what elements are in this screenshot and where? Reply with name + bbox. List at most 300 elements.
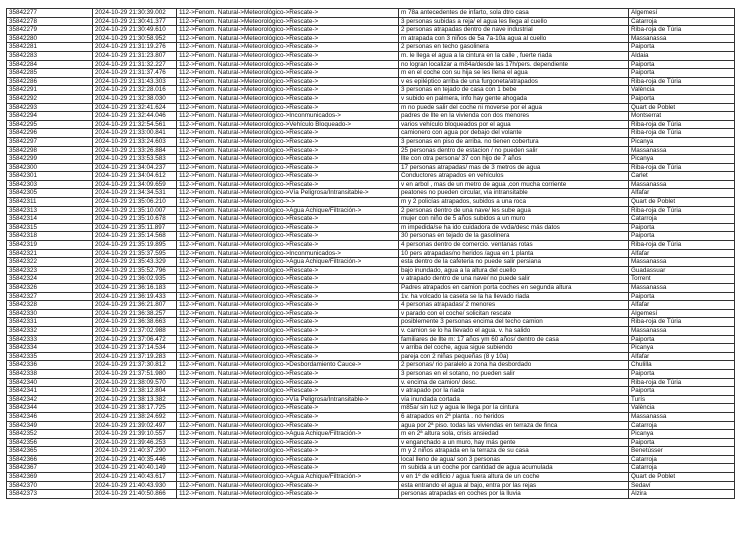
type-cell: 112->Fenom. Natural->Meteorológico->Rescate-> xyxy=(177,43,399,52)
municipality-cell: Massanassa xyxy=(629,34,735,43)
description-cell: v arriba del coche, agua sigue subiendo xyxy=(399,344,629,353)
table-row xyxy=(7,155,735,164)
type-cell: 112->Fenom. Natural->Meteorológico->Agua Achique/Filtración-> xyxy=(177,473,399,482)
municipality-cell: Sedaví xyxy=(629,481,735,490)
municipality-cell: Catarroja xyxy=(629,215,735,224)
incident-id-cell: 35842370 xyxy=(7,481,93,490)
incident-id-cell: 35842292 xyxy=(7,94,93,103)
type-cell: 112->Fenom. Natural->Meteorológico->Rescate-> xyxy=(177,146,399,155)
description-cell: 3 personas en el sotano, no pueden salir xyxy=(399,369,629,378)
municipality-cell: Catarroja xyxy=(629,17,735,26)
table-row xyxy=(7,481,735,490)
incident-id-cell: 35842318 xyxy=(7,232,93,241)
table-row xyxy=(7,464,735,473)
incident-id-cell: 35842331 xyxy=(7,318,93,327)
table-row xyxy=(7,326,735,335)
datetime-cell: 2024-10-29 21:40:35.446 xyxy=(93,455,177,464)
type-cell: 112->Fenom. Natural->Meteorológico->Rescate-> xyxy=(177,326,399,335)
incident-log-sheet xyxy=(6,8,734,499)
datetime-cell: 2024-10-29 21:36:19.433 xyxy=(93,292,177,301)
type-cell: 112->Fenom. Natural->Meteorológico->Rescate-> xyxy=(177,17,399,26)
datetime-cell: 2024-10-29 21:31:23.807 xyxy=(93,51,177,60)
type-cell: 112->Fenom. Natural->Meteorológico->Rescate-> xyxy=(177,344,399,353)
description-cell: vía inundada cortada xyxy=(399,395,629,404)
datetime-cell: 2024-10-29 21:38:17.725 xyxy=(93,404,177,413)
table-row xyxy=(7,241,735,250)
type-cell: 112->Fenom. Natural->Meteorológico->Rescate-> xyxy=(177,387,399,396)
type-cell: 112->Fenom. Natural->Meteorológico->Rescate-> xyxy=(177,412,399,421)
type-cell: 112->Fenom. Natural->Meteorológico->Rescate-> xyxy=(177,77,399,86)
municipality-cell: Turís xyxy=(629,395,735,404)
municipality-cell: Paiporta xyxy=(629,232,735,241)
type-cell: 112->Fenom. Natural->Meteorológico->Rescate-> xyxy=(177,378,399,387)
type-cell: 112->Fenom. Natural->Meteorológico->Rescate-> xyxy=(177,292,399,301)
table-row xyxy=(7,77,735,86)
table-row xyxy=(7,223,735,232)
incident-id-cell: 35842369 xyxy=(7,473,93,482)
incident-id-cell: 35842340 xyxy=(7,378,93,387)
incident-id-cell: 35842315 xyxy=(7,223,93,232)
description-cell: llte con otra persona/ 37 con hijo de 7 años xyxy=(399,155,629,164)
description-cell: camionero con agua por debajo del volante xyxy=(399,129,629,138)
incident-id-cell: 35842319 xyxy=(7,241,93,250)
table-row xyxy=(7,473,735,482)
incident-id-cell: 35842285 xyxy=(7,69,93,78)
type-cell: 112->Fenom. Natural->Meteorológico->Rescate-> xyxy=(177,223,399,232)
datetime-cell: 2024-10-29 21:37:30.812 xyxy=(93,361,177,370)
incident-id-cell: 35842296 xyxy=(7,129,93,138)
type-cell: 112->Fenom. Natural->Meteorológico->Vía Peligrosa/Intransitable-> xyxy=(177,395,399,404)
description-cell: 3 personas subidas a reja/ el agua les llega al cuello xyxy=(399,17,629,26)
incident-id-cell: 35842284 xyxy=(7,60,93,69)
description-cell: 25 personas dentro de estacion / no pueden salir xyxy=(399,146,629,155)
table-row xyxy=(7,369,735,378)
incident-id-cell: 35842335 xyxy=(7,352,93,361)
datetime-cell: 2024-10-29 21:34:09.659 xyxy=(93,180,177,189)
municipality-cell: Riba-roja de Túria xyxy=(629,206,735,215)
datetime-cell: 2024-10-29 21:30:58.952 xyxy=(93,34,177,43)
type-cell: 112->Fenom. Natural->Meteorológico->Rescate-> xyxy=(177,447,399,456)
datetime-cell: 2024-10-29 21:31:19.276 xyxy=(93,43,177,52)
table-row xyxy=(7,9,735,18)
type-cell: 112->Fenom. Natural->Meteorológico->-> xyxy=(177,198,399,207)
incident-id-cell: 35842324 xyxy=(7,275,93,284)
datetime-cell: 2024-10-29 21:38:09.570 xyxy=(93,378,177,387)
table-row xyxy=(7,361,735,370)
description-cell: esta entrando el agua al bajo, entra por las rejas xyxy=(399,481,629,490)
datetime-cell: 2024-10-29 21:40:37.290 xyxy=(93,447,177,456)
datetime-cell: 2024-10-29 21:32:41.624 xyxy=(93,103,177,112)
type-cell: 112->Fenom. Natural->Meteorológico->Rescate-> xyxy=(177,241,399,250)
table-row xyxy=(7,137,735,146)
incident-id-cell: 35842293 xyxy=(7,103,93,112)
table-row xyxy=(7,26,735,35)
type-cell: 112->Fenom. Natural->Meteorológico->Rescate-> xyxy=(177,421,399,430)
municipality-cell: Massanassa xyxy=(629,146,735,155)
table-row xyxy=(7,163,735,172)
datetime-cell: 2024-10-29 21:40:43.617 xyxy=(93,473,177,482)
incident-id-cell: 35842313 xyxy=(7,206,93,215)
description-cell: 6 atrapados en 2ª planta . no heridos xyxy=(399,412,629,421)
table-row xyxy=(7,421,735,430)
datetime-cell: 2024-10-29 21:33:53.583 xyxy=(93,155,177,164)
type-cell: 112->Fenom. Natural->Meteorológico->Rescate-> xyxy=(177,318,399,327)
datetime-cell: 2024-10-29 21:35:52.796 xyxy=(93,266,177,275)
description-cell: m y 2 policías atrapados, subidos a una roca xyxy=(399,198,629,207)
type-cell: 112->Fenom. Natural->Meteorológico->Rescate-> xyxy=(177,490,399,499)
municipality-cell: Riba-roja de Túria xyxy=(629,120,735,129)
table-row xyxy=(7,249,735,258)
description-cell: v parado con el coche/ solicitan rescate xyxy=(399,309,629,318)
description-cell: local lleno de agua/ son 3 personas xyxy=(399,455,629,464)
table-row xyxy=(7,51,735,60)
description-cell: m en el coche con su hija se les llena el agua xyxy=(399,69,629,78)
incident-id-cell: 35842323 xyxy=(7,266,93,275)
municipality-cell: Catarroja xyxy=(629,464,735,473)
municipality-cell: Paiporta xyxy=(629,69,735,78)
incident-id-cell: 35842294 xyxy=(7,112,93,121)
table-row xyxy=(7,395,735,404)
incident-id-cell: 35842341 xyxy=(7,387,93,396)
municipality-cell: Riba-roja de Túria xyxy=(629,163,735,172)
datetime-cell: 2024-10-29 21:37:51.980 xyxy=(93,369,177,378)
municipality-cell: Guadassuar xyxy=(629,266,735,275)
municipality-cell: València xyxy=(629,86,735,95)
table-row xyxy=(7,146,735,155)
datetime-cell: 2024-10-29 21:36:02.935 xyxy=(93,275,177,284)
datetime-cell: 2024-10-29 21:33:00.841 xyxy=(93,129,177,138)
description-cell: Padres atrapados en camion porta coches en segunda altura xyxy=(399,284,629,293)
datetime-cell: 2024-10-29 21:35:06.210 xyxy=(93,198,177,207)
municipality-cell: Paiporta xyxy=(629,335,735,344)
municipality-cell: Picanya xyxy=(629,430,735,439)
table-row xyxy=(7,120,735,129)
municipality-cell: Picanya xyxy=(629,137,735,146)
description-cell: 2 personas atrapadas dentro de nave industrial xyxy=(399,26,629,35)
table-row xyxy=(7,284,735,293)
table-row xyxy=(7,189,735,198)
description-cell: 2 personas dentro de una nave/ les sube agua xyxy=(399,206,629,215)
table-row xyxy=(7,215,735,224)
type-cell: 112->Fenom. Natural->Meteorológico->Rescate-> xyxy=(177,69,399,78)
municipality-cell: Paiporta xyxy=(629,387,735,396)
datetime-cell: 2024-10-29 21:36:38.257 xyxy=(93,309,177,318)
incident-table xyxy=(6,8,735,499)
table-row xyxy=(7,17,735,26)
municipality-cell: Alfafar xyxy=(629,249,735,258)
description-cell: padres de llte en la vivienda con dos menores xyxy=(399,112,629,121)
incident-id-cell: 35842279 xyxy=(7,26,93,35)
description-cell: v en 1º de edificio / agua fuera altura de un coche xyxy=(399,473,629,482)
datetime-cell: 2024-10-29 21:35:37.595 xyxy=(93,249,177,258)
datetime-cell: 2024-10-29 21:36:16.183 xyxy=(93,284,177,293)
incident-id-cell: 35842297 xyxy=(7,137,93,146)
type-cell: 112->Fenom. Natural->Meteorológico->Inconmunicados-> xyxy=(177,249,399,258)
description-cell: 10 pers atrapadas/no heridos /agua en 1 planta xyxy=(399,249,629,258)
incident-id-cell: 35842277 xyxy=(7,9,93,18)
description-cell: v atrapado dentro de una nave/ no puede salir xyxy=(399,275,629,284)
incident-id-cell: 35842356 xyxy=(7,438,93,447)
description-cell: m subida a un coche por cantidad de agua acumulada xyxy=(399,464,629,473)
datetime-cell: 2024-10-29 21:38:13.382 xyxy=(93,395,177,404)
incident-id-cell: 35842330 xyxy=(7,309,93,318)
description-cell: familiares de llte m: 17 años ym 60 años/ dentro de casa xyxy=(399,335,629,344)
datetime-cell: 2024-10-29 21:37:19.283 xyxy=(93,352,177,361)
municipality-cell: Riba-roja de Túria xyxy=(629,378,735,387)
type-cell: 112->Fenom. Natural->Meteorológico->Rescate-> xyxy=(177,438,399,447)
description-cell: m en 2ª altura sola, crisis ansiedad xyxy=(399,430,629,439)
municipality-cell: Paiporta xyxy=(629,60,735,69)
datetime-cell: 2024-10-29 21:32:54.561 xyxy=(93,120,177,129)
description-cell: 30 personas en tejado de la gasolinera xyxy=(399,232,629,241)
incident-id-cell: 35842300 xyxy=(7,163,93,172)
municipality-cell: Paiporta xyxy=(629,369,735,378)
incident-id-cell: 35842314 xyxy=(7,215,93,224)
datetime-cell: 2024-10-29 21:40:40.149 xyxy=(93,464,177,473)
table-row xyxy=(7,129,735,138)
municipality-cell: Catarroja xyxy=(629,421,735,430)
municipality-cell: Algemesí xyxy=(629,9,735,18)
table-row xyxy=(7,206,735,215)
incident-table-body xyxy=(7,9,735,499)
description-cell: no logran localizar a m84a/desde las 17h/pers. dependiente xyxy=(399,60,629,69)
type-cell: 112->Fenom. Natural->Meteorológico->Rescate-> xyxy=(177,26,399,35)
incident-id-cell: 35842336 xyxy=(7,361,93,370)
description-cell: 4 personas atrapadas/ 2 menores xyxy=(399,301,629,310)
type-cell: 112->Fenom. Natural->Meteorológico->Rescate-> xyxy=(177,129,399,138)
incident-id-cell: 35842286 xyxy=(7,77,93,86)
incident-id-cell: 35842291 xyxy=(7,86,93,95)
description-cell: varios vehículo bloqueados por el agua xyxy=(399,120,629,129)
description-cell: 2 personas en techo gasolinera xyxy=(399,43,629,52)
description-cell: pareja con 2 niñas pequeñas (8 y 10a) xyxy=(399,352,629,361)
datetime-cell: 2024-10-29 21:30:41.377 xyxy=(93,17,177,26)
municipality-cell: Torrent xyxy=(629,275,735,284)
table-row xyxy=(7,309,735,318)
incident-id-cell: 35842346 xyxy=(7,412,93,421)
description-cell: Conductores atrapados en vehículos xyxy=(399,172,629,181)
datetime-cell: 2024-10-29 21:33:26.884 xyxy=(93,146,177,155)
datetime-cell: 2024-10-29 21:35:19.895 xyxy=(93,241,177,250)
datetime-cell: 2024-10-29 21:38:24.692 xyxy=(93,412,177,421)
incident-id-cell: 35842342 xyxy=(7,395,93,404)
incident-id-cell: 35842322 xyxy=(7,258,93,267)
type-cell: 112->Fenom. Natural->Meteorológico->Rescate-> xyxy=(177,34,399,43)
type-cell: 112->Fenom. Natural->Meteorológico->Rescate-> xyxy=(177,215,399,224)
description-cell: m atrapada con 3 niños de 5a 7a-10a agua al cuello xyxy=(399,34,629,43)
table-row xyxy=(7,43,735,52)
table-row xyxy=(7,34,735,43)
type-cell: 112->Fenom. Natural->Meteorológico->Rescate-> xyxy=(177,180,399,189)
datetime-cell: 2024-10-29 21:36:21.807 xyxy=(93,301,177,310)
incident-id-cell: 35842326 xyxy=(7,284,93,293)
datetime-cell: 2024-10-29 21:34:04.612 xyxy=(93,172,177,181)
type-cell: 112->Fenom. Natural->Meteorológico->Rescate-> xyxy=(177,275,399,284)
incident-id-cell: 35842281 xyxy=(7,43,93,52)
municipality-cell: Paiporta xyxy=(629,43,735,52)
datetime-cell: 2024-10-29 21:39:10.557 xyxy=(93,430,177,439)
description-cell: m y 2 niños atrapada en la terraza de su casa xyxy=(399,447,629,456)
type-cell: 112->Fenom. Natural->Meteorológico->Rescate-> xyxy=(177,455,399,464)
description-cell: bajo inundado, agua a la altura del cuello xyxy=(399,266,629,275)
municipality-cell: Alfafar xyxy=(629,352,735,361)
municipality-cell: Riba-roja de Túria xyxy=(629,77,735,86)
datetime-cell: 2024-10-29 21:36:38.663 xyxy=(93,318,177,327)
datetime-cell: 2024-10-29 21:35:11.897 xyxy=(93,223,177,232)
table-row xyxy=(7,198,735,207)
table-row xyxy=(7,378,735,387)
municipality-cell: Alfafar xyxy=(629,189,735,198)
datetime-cell: 2024-10-29 21:35:10.007 xyxy=(93,206,177,215)
description-cell: v. encima de camion/ desc. xyxy=(399,378,629,387)
incident-id-cell: 35842344 xyxy=(7,404,93,413)
incident-id-cell: 35842367 xyxy=(7,464,93,473)
municipality-cell: Catarroja xyxy=(629,455,735,464)
datetime-cell: 2024-10-29 21:33:24.603 xyxy=(93,137,177,146)
incident-id-cell: 35842283 xyxy=(7,51,93,60)
type-cell: 112->Fenom. Natural->Meteorológico->Vía Peligrosa/Intransitable-> xyxy=(177,189,399,198)
incident-id-cell: 35842311 xyxy=(7,198,93,207)
description-cell: agua por 2ª piso. todas las viviendas en terraza de finca xyxy=(399,421,629,430)
description-cell: 3 personas en piso de arriba. no tienen cobertura xyxy=(399,137,629,146)
incident-id-cell: 35842299 xyxy=(7,155,93,164)
incident-id-cell: 35842298 xyxy=(7,146,93,155)
type-cell: 112->Fenom. Natural->Meteorológico->Rescate-> xyxy=(177,335,399,344)
type-cell: 112->Fenom. Natural->Meteorológico->Desbordamiento Cauce-> xyxy=(177,361,399,370)
type-cell: 112->Fenom. Natural->Meteorológico->Rescate-> xyxy=(177,404,399,413)
datetime-cell: 2024-10-29 21:39:02.497 xyxy=(93,421,177,430)
description-cell: v atrapado por la riada xyxy=(399,387,629,396)
datetime-cell: 2024-10-29 21:30:39.002 xyxy=(93,9,177,18)
datetime-cell: 2024-10-29 21:39:46.253 xyxy=(93,438,177,447)
datetime-cell: 2024-10-29 21:31:32.227 xyxy=(93,60,177,69)
description-cell: 3 personas en tejado de casa con 1 bebe xyxy=(399,86,629,95)
datetime-cell: 2024-10-29 21:34:04.237 xyxy=(93,163,177,172)
table-row xyxy=(7,490,735,499)
type-cell: 112->Fenom. Natural->Meteorológico->Agua Achique/Filtración-> xyxy=(177,258,399,267)
description-cell: peatones no pueden circular, vía intransitable xyxy=(399,189,629,198)
table-row xyxy=(7,258,735,267)
municipality-cell: Carlet xyxy=(629,172,735,181)
table-row xyxy=(7,455,735,464)
municipality-cell: Aldaia xyxy=(629,51,735,60)
datetime-cell: 2024-10-29 21:30:49.610 xyxy=(93,26,177,35)
datetime-cell: 2024-10-29 21:40:43.930 xyxy=(93,481,177,490)
table-row xyxy=(7,69,735,78)
municipality-cell: Massanassa xyxy=(629,412,735,421)
incident-id-cell: 35842303 xyxy=(7,180,93,189)
municipality-cell: Riba-roja de Túria xyxy=(629,241,735,250)
datetime-cell: 2024-10-29 21:31:43.303 xyxy=(93,77,177,86)
type-cell: 112->Fenom. Natural->Meteorológico->Rescate-> xyxy=(177,137,399,146)
table-row xyxy=(7,112,735,121)
datetime-cell: 2024-10-29 21:37:14.534 xyxy=(93,344,177,353)
municipality-cell: Paiporta xyxy=(629,438,735,447)
incident-id-cell: 35842366 xyxy=(7,455,93,464)
table-row xyxy=(7,344,735,353)
description-cell: esta dentro de la cafeteria no puede salir persiana xyxy=(399,258,629,267)
description-cell: m no puede salir del coche ni moverse por el agua xyxy=(399,103,629,112)
incident-id-cell: 35842305 xyxy=(7,189,93,198)
description-cell: personas atrapadas en coches por la lluvia xyxy=(399,490,629,499)
incident-id-cell: 35842338 xyxy=(7,369,93,378)
municipality-cell: València xyxy=(629,404,735,413)
municipality-cell: Alzira xyxy=(629,490,735,499)
incident-id-cell: 35842328 xyxy=(7,301,93,310)
municipality-cell: Picanya xyxy=(629,155,735,164)
type-cell: 112->Fenom. Natural->Meteorológico->Rescate-> xyxy=(177,9,399,18)
datetime-cell: 2024-10-29 21:38:12.804 xyxy=(93,387,177,396)
type-cell: 112->Fenom. Natural->Meteorológico->Rescate-> xyxy=(177,301,399,310)
municipality-cell: Paiporta xyxy=(629,223,735,232)
datetime-cell: 2024-10-29 21:37:06.472 xyxy=(93,335,177,344)
description-cell: v. camion se lo ha llevado el agua. v. ha salido xyxy=(399,326,629,335)
incident-id-cell: 35842373 xyxy=(7,490,93,499)
description-cell: m impedida/se ha ido cuidadora de vvda/desc más datos xyxy=(399,223,629,232)
municipality-cell: Chulilla xyxy=(629,361,735,370)
municipality-cell: Massanassa xyxy=(629,326,735,335)
table-row xyxy=(7,172,735,181)
table-row xyxy=(7,404,735,413)
type-cell: 112->Fenom. Natural->Meteorológico->Rescate-> xyxy=(177,94,399,103)
table-row xyxy=(7,232,735,241)
description-cell: 2 personas/ rio paralelo a zona ha desbordado xyxy=(399,361,629,370)
incident-id-cell: 35842321 xyxy=(7,249,93,258)
datetime-cell: 2024-10-29 21:35:10.678 xyxy=(93,215,177,224)
table-row xyxy=(7,387,735,396)
municipality-cell: Quart de Poblet xyxy=(629,103,735,112)
table-row xyxy=(7,103,735,112)
municipality-cell: Massanassa xyxy=(629,258,735,267)
municipality-cell: Quart de Poblet xyxy=(629,198,735,207)
datetime-cell: 2024-10-29 21:35:43.329 xyxy=(93,258,177,267)
table-row xyxy=(7,412,735,421)
table-row xyxy=(7,60,735,69)
description-cell: v subido en palmera, info hay gente ahogada xyxy=(399,94,629,103)
municipality-cell: Picanya xyxy=(629,344,735,353)
incident-id-cell: 35842334 xyxy=(7,344,93,353)
type-cell: 112->Fenom. Natural->Meteorológico->Rescate-> xyxy=(177,60,399,69)
type-cell: 112->Fenom. Natural->Meteorológico->Inconmunicados-> xyxy=(177,112,399,121)
type-cell: 112->Fenom. Natural->Meteorológico->Rescate-> xyxy=(177,86,399,95)
description-cell: 17 personas atrapadas/ mas de 3 metros de agua xyxy=(399,163,629,172)
type-cell: 112->Fenom. Natural->Meteorológico->Rescate-> xyxy=(177,103,399,112)
municipality-cell: Riba-roja de Túria xyxy=(629,129,735,138)
incident-id-cell: 35842352 xyxy=(7,430,93,439)
type-cell: 112->Fenom. Natural->Meteorológico->Rescate-> xyxy=(177,464,399,473)
description-cell: m 78a antecedentes de infarto, sola dtro casa xyxy=(399,9,629,18)
description-cell: v enganchado a un muro, hay más gente xyxy=(399,438,629,447)
description-cell: v es epiléptico arriba de una furgoneta/atrapados xyxy=(399,77,629,86)
type-cell: 112->Fenom. Natural->Meteorológico->Rescate-> xyxy=(177,481,399,490)
datetime-cell: 2024-10-29 21:37:02.988 xyxy=(93,326,177,335)
table-row xyxy=(7,275,735,284)
description-cell: 4 personas dentro de comercio. ventanas rotas xyxy=(399,241,629,250)
municipality-cell: Alfafar xyxy=(629,301,735,310)
municipality-cell: Massanassa xyxy=(629,180,735,189)
datetime-cell: 2024-10-29 21:32:28.016 xyxy=(93,86,177,95)
table-row xyxy=(7,266,735,275)
datetime-cell: 2024-10-29 21:40:50.866 xyxy=(93,490,177,499)
description-cell: v en arbol , mas de un metro de agua ,con mucha corriente xyxy=(399,180,629,189)
datetime-cell: 2024-10-29 21:34:34.531 xyxy=(93,189,177,198)
type-cell: 112->Fenom. Natural->Meteorológico->Rescate-> xyxy=(177,369,399,378)
datetime-cell: 2024-10-29 21:31:37.476 xyxy=(93,69,177,78)
incident-id-cell: 35842332 xyxy=(7,326,93,335)
table-row xyxy=(7,94,735,103)
table-row xyxy=(7,430,735,439)
incident-id-cell: 35842295 xyxy=(7,120,93,129)
